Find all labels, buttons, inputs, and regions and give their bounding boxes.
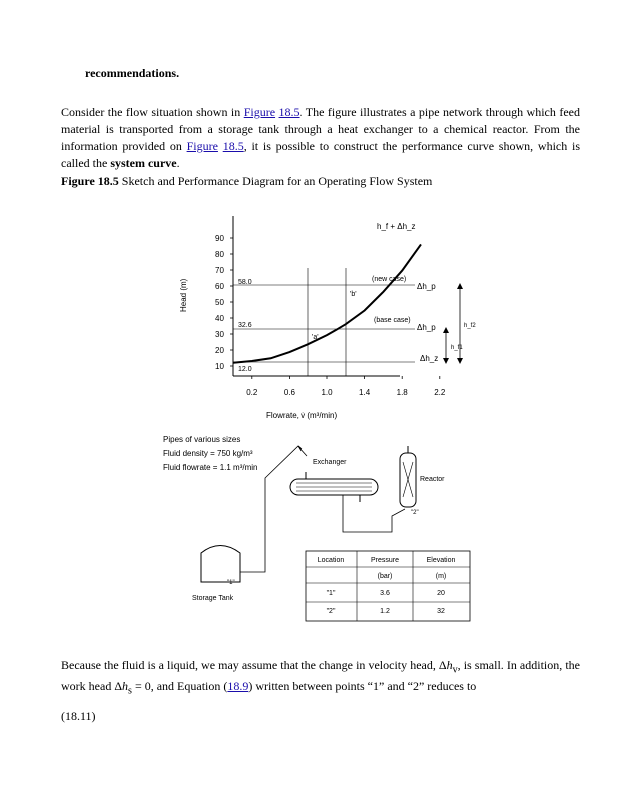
x-axis-label: Flowrate, v̇ (m³/min) — [266, 411, 338, 420]
x-tick-label: 1.8 — [396, 388, 408, 397]
p1-text-a: Consider the flow situation shown in — [61, 105, 244, 119]
y-tick-label: 30 — [215, 330, 224, 339]
hf2-arrow-up — [457, 283, 463, 289]
hs-subscript: s — [128, 685, 132, 697]
x-tick-label: 2.2 — [434, 388, 446, 397]
y-tick-label: 80 — [215, 250, 224, 259]
system-curve-line — [233, 244, 421, 362]
hs-symbol: h — [122, 679, 129, 694]
caption-label: Figure 18.5 — [61, 174, 119, 188]
dhp-base-label: Δh_p — [417, 323, 436, 332]
y-axis-label: Head (m) — [179, 278, 188, 312]
value-base: 32.6 — [238, 322, 252, 329]
storage-tank-shape — [201, 546, 240, 583]
y-tick-label: 10 — [215, 362, 224, 371]
y-tick-label: 40 — [215, 314, 224, 323]
table-cell: 1.2 — [380, 608, 390, 615]
x-tick-label: 1.4 — [359, 388, 371, 397]
y-tick-label: 50 — [215, 298, 224, 307]
value-new: 58.0 — [238, 279, 252, 286]
point-1-label: "1" — [227, 580, 235, 586]
y-tick-label: 70 — [215, 266, 224, 275]
curve-label: h_f + Δh_z — [377, 222, 416, 231]
table-cell: 20 — [437, 590, 445, 597]
storage-tank-label: Storage Tank — [192, 595, 234, 602]
point-a-label: 'a' — [312, 334, 319, 341]
figure-link-2[interactable]: Figure — [186, 139, 218, 153]
dhp-new-label: Δh_p — [417, 282, 436, 291]
table-unit-pressure: (bar) — [377, 573, 393, 580]
table-unit-elevation: (m) — [435, 573, 447, 580]
table-cell: 32 — [437, 608, 445, 615]
conditions-table — [306, 551, 470, 621]
table-cell: "2" — [326, 608, 336, 615]
base-case-label: (base case) — [374, 317, 411, 324]
process-sketch — [163, 435, 470, 621]
point-2-label: "2" — [411, 510, 419, 516]
new-case-label: (new case) — [372, 276, 407, 283]
hv-subscript: v — [452, 664, 458, 676]
pipe-exchanger-to-reactor — [343, 495, 405, 532]
hv-symbol: h — [446, 658, 453, 672]
p2-text-b: , is small. In addition, the work head Δ — [61, 658, 580, 694]
hf2-label: h_f2 — [464, 323, 476, 329]
y-tick-label: 60 — [215, 282, 224, 291]
y-tick-label: 90 — [215, 234, 224, 243]
table-cell: 3.6 — [380, 590, 390, 597]
caption-text: Sketch and Performance Diagram for an Operating Flow System — [118, 174, 433, 188]
section-heading: recommendations. — [85, 66, 180, 80]
reactor-label: Reactor — [420, 476, 445, 483]
hf2-arrow-down — [457, 358, 463, 364]
p2-text-c: = 0, and Equation ( — [131, 679, 228, 694]
table-header-location: Location — [317, 557, 345, 564]
figure-link-1[interactable]: Figure — [243, 105, 276, 119]
x-tick-label: 1.0 — [321, 388, 333, 397]
note-density: Fluid density = 750 kg/m³ — [163, 449, 253, 458]
value-static: 12.0 — [238, 366, 252, 373]
p2-text-a: Because the fluid is a liquid, we may assume that the change in velocity head, Δ — [61, 658, 447, 672]
table-header-pressure: Pressure — [370, 557, 400, 564]
equation-number: (18.11) — [61, 709, 96, 723]
p1-text-c: , it is possible to construct the performance curve shown, which is called the — [61, 139, 580, 170]
p2-text-d: ) written between points “1” and “2” reduces to — [248, 679, 477, 694]
hf1-arrow-up — [443, 327, 449, 333]
figure-number-link-1[interactable]: 18.5 — [278, 105, 300, 119]
note-flowrate: Fluid flowrate = 1.1 m³/min — [163, 463, 258, 472]
p1-text-d: . — [176, 156, 180, 170]
p1-text-b: . The figure illustrates a pipe network through which feed material is transported from a storage tank through a heat exchanger to a chemical reactor. From the information provided on — [61, 105, 580, 153]
x-tick-label: 0.2 — [246, 388, 258, 397]
note-pipes: Pipes of various sizes — [163, 435, 241, 444]
performance-chart — [179, 216, 476, 420]
table-cell: "1" — [326, 590, 336, 597]
conclusion-paragraph — [61, 657, 580, 700]
hf1-arrow-down — [443, 358, 449, 364]
hf1-label: h_f1 — [451, 345, 463, 351]
equation-link[interactable]: 18.9 — [227, 679, 249, 694]
dhz-label: Δh_z — [420, 354, 439, 363]
system-curve-term: system curve — [110, 156, 177, 170]
point-b-label: 'b' — [350, 291, 357, 298]
figure-number-link-2[interactable]: 18.5 — [222, 139, 244, 153]
x-tick-label: 0.6 — [283, 388, 295, 397]
exchanger-label: Exchanger — [313, 459, 347, 466]
y-tick-label: 20 — [215, 346, 224, 355]
table-header-elevation: Elevation — [426, 557, 456, 564]
